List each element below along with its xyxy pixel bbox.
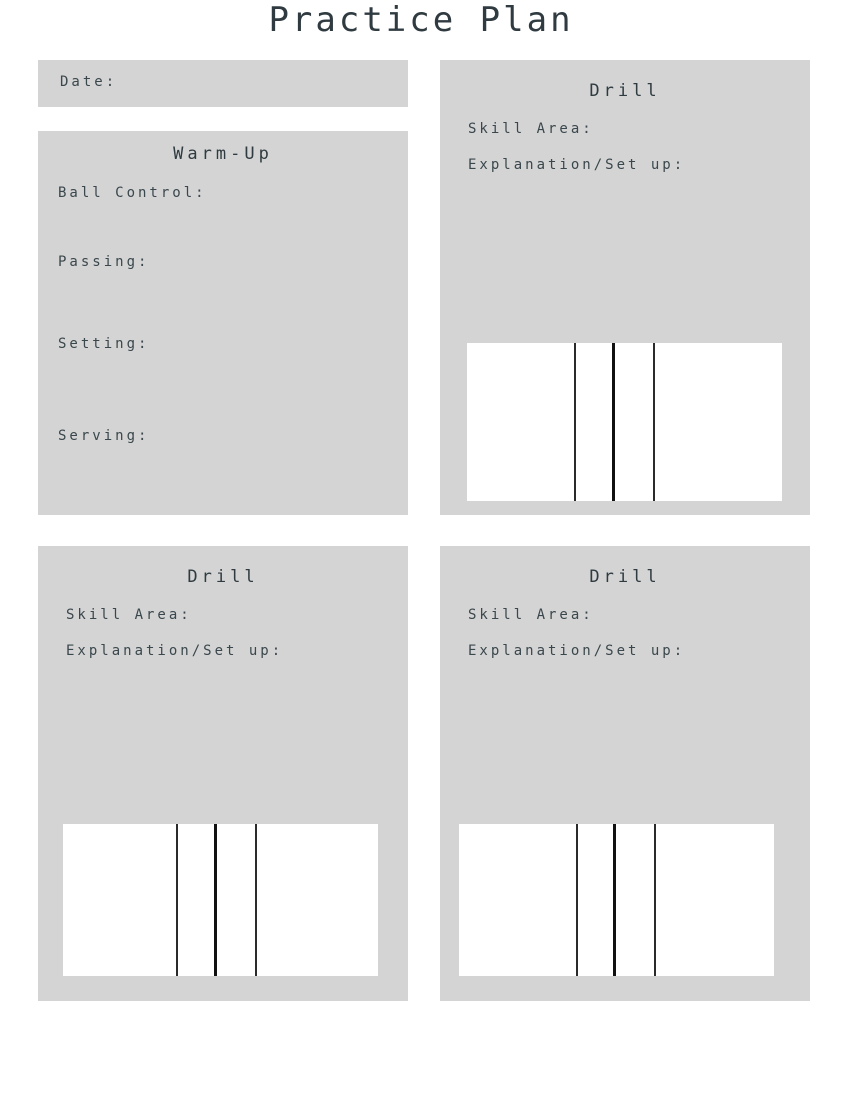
volleyball-court-diagram	[63, 824, 378, 976]
drill-explanation-label: Explanation/Set up:	[468, 643, 686, 659]
warmup-item-passing: Passing:	[58, 254, 150, 270]
drill-explanation-label: Explanation/Set up:	[66, 643, 284, 659]
drill-heading: Drill	[589, 81, 661, 101]
warmup-item-ball-control: Ball Control:	[58, 185, 207, 201]
drill-skill-area-label: Skill Area:	[468, 121, 594, 137]
volleyball-court-diagram	[467, 343, 782, 501]
date-panel	[38, 60, 408, 107]
volleyball-court-diagram	[459, 824, 774, 976]
drill-skill-area-label: Skill Area:	[66, 607, 192, 623]
warmup-item-setting: Setting:	[58, 336, 150, 352]
drill-panel-3	[440, 546, 810, 1001]
warmup-item-serving: Serving:	[58, 428, 150, 444]
drill-panel-2	[38, 546, 408, 1001]
warmup-panel	[38, 131, 408, 515]
drill-explanation-label: Explanation/Set up:	[468, 157, 686, 173]
drill-heading: Drill	[589, 567, 661, 587]
warmup-heading: Warm-Up	[173, 144, 273, 164]
drill-skill-area-label: Skill Area:	[468, 607, 594, 623]
drill-heading: Drill	[187, 567, 259, 587]
drill-panel-1	[440, 60, 810, 515]
date-label: Date:	[60, 74, 118, 90]
page-title: Practice Plan	[268, 0, 574, 40]
